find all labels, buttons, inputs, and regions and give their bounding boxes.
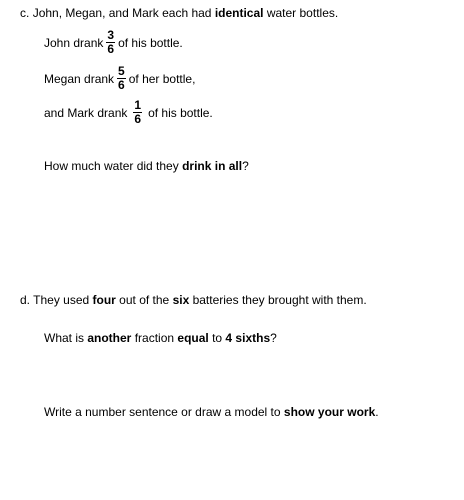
- mark-line: [44, 98, 213, 128]
- question-text: What is: [44, 331, 88, 345]
- intro-bold-identical: identical: [214, 6, 264, 20]
- intro-text-mid: out of the: [115, 293, 173, 307]
- megan-fraction: [117, 65, 126, 92]
- john-fraction-numerator: 3: [107, 27, 115, 42]
- problem-c-label: c.: [20, 6, 30, 20]
- mark-fraction-denominator: 6: [134, 111, 142, 126]
- intro-bold-four: four: [92, 293, 116, 307]
- problem-d-instruction: [44, 405, 379, 419]
- intro-text: They used: [33, 293, 93, 307]
- mark-fraction: [133, 99, 142, 126]
- problem-c-intro: [20, 6, 338, 20]
- question-text: How much water did they: [44, 159, 183, 173]
- intro-text: John, Megan, and Mark each had: [32, 6, 215, 20]
- instruction-bold-show-your-work: show your work: [283, 405, 376, 419]
- instruction-text: Write a number sentence or draw a model to: [44, 405, 284, 419]
- megan-line: [44, 64, 195, 94]
- question-bold-drink-in-all: drink in all: [182, 159, 243, 173]
- problem-d-label: d.: [20, 293, 31, 307]
- mark-text-end: of his bottle.: [148, 106, 213, 120]
- john-fraction-denominator: 6: [107, 41, 115, 56]
- question-mark: ?: [270, 331, 277, 345]
- problem-d-question: [44, 331, 277, 345]
- question-text-mid: fraction: [131, 331, 178, 345]
- john-line: [44, 28, 183, 58]
- question-bold-another: another: [87, 331, 132, 345]
- problem-d-intro: [20, 293, 367, 307]
- question-bold-4-sixths: 4 sixths: [225, 331, 271, 345]
- megan-fraction-numerator: 5: [118, 63, 125, 78]
- problem-c-question: [44, 159, 249, 173]
- john-text-end: of his bottle.: [118, 36, 183, 50]
- intro-text-end: water bottles.: [263, 6, 339, 20]
- john-fraction: [106, 29, 115, 56]
- megan-text-end: of her bottle,: [128, 72, 196, 86]
- mark-fraction-numerator: 1: [134, 97, 142, 112]
- question-text-to: to: [208, 331, 226, 345]
- question-mark: ?: [242, 159, 249, 173]
- instruction-period: .: [375, 405, 379, 419]
- intro-bold-six: six: [172, 293, 190, 307]
- megan-fraction-denominator: 6: [118, 77, 125, 92]
- john-text: John drank: [44, 36, 104, 50]
- question-bold-equal: equal: [177, 331, 209, 345]
- megan-text: Megan drank: [44, 72, 115, 86]
- intro-text-end: batteries they brought with them.: [189, 293, 367, 307]
- mark-text: and Mark drank: [44, 106, 128, 120]
